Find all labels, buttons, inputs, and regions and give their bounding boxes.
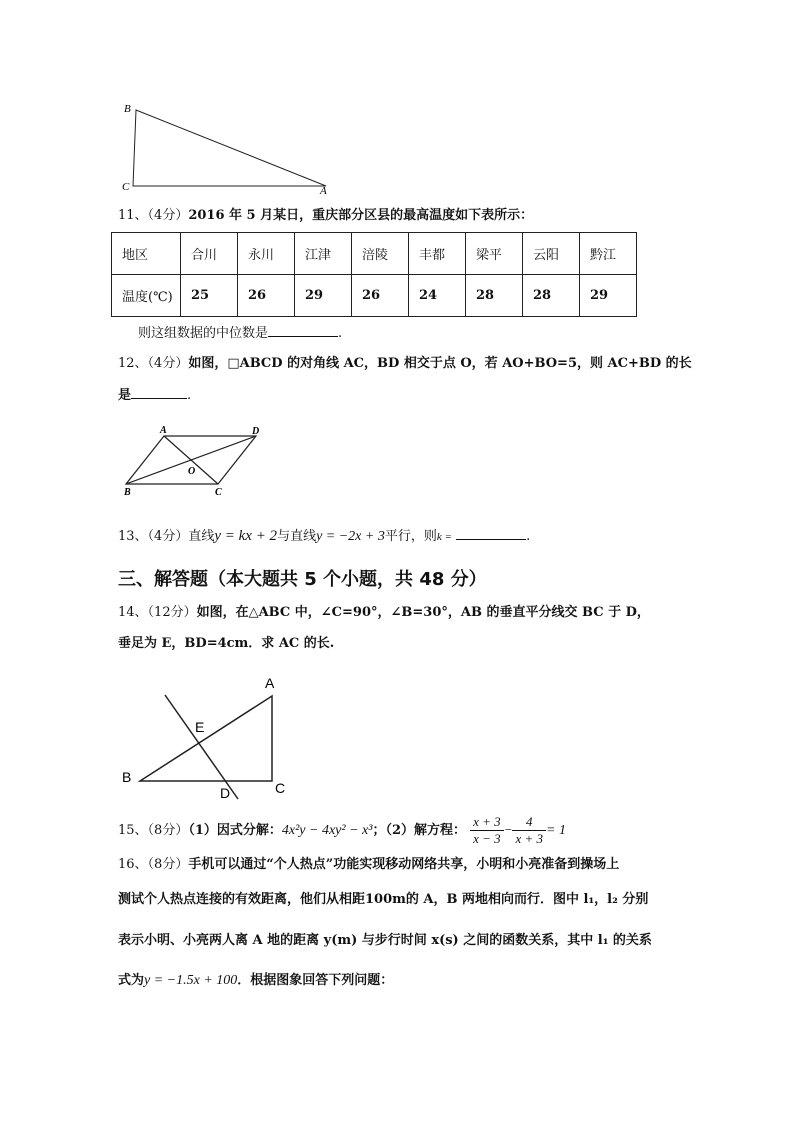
q12-line1 — [118, 355, 692, 373]
parallelogram-label-c: C — [215, 487, 222, 498]
q12-line2-end: . — [187, 388, 192, 403]
q15-frac2-den: x + 3 — [515, 831, 544, 846]
table-cell: 29 — [295, 275, 352, 317]
q11-after-text: 则这组数据的中位数是 — [138, 326, 269, 341]
q13-k: k = — [436, 531, 452, 543]
q14-label-e: E — [195, 719, 205, 735]
top-triangle-shape — [133, 110, 326, 186]
q11-stem — [118, 207, 533, 225]
q14-triangle-shape — [140, 696, 272, 781]
q16-line4 — [118, 972, 393, 990]
q11-end: . — [338, 326, 343, 341]
q13-eq2: y = −2x + 3 — [316, 529, 385, 544]
q16-line4-eq: y = −1.5x + 100 — [144, 973, 238, 988]
q14-text1: 如图，在△ABC 中，∠C=90°，∠B=30°，AB 的垂直平分线交 BC 于 D， — [196, 605, 650, 620]
q14-label-d: D — [220, 785, 231, 801]
q11-answer-line — [138, 324, 342, 343]
q13-prefix: 13、（4分） — [118, 529, 189, 544]
section-heading: 三、解答题（本大题共 5 个小题，共 48 分） — [118, 569, 487, 590]
table-cell: 26 — [238, 275, 295, 317]
q15-fraction-1 — [470, 814, 504, 847]
q14-label-b: B — [122, 769, 132, 785]
q13-eq1: y = kx + 2 — [214, 528, 278, 544]
table-cell: 涪陵 — [352, 233, 409, 275]
perpendicular-bisector — [165, 695, 238, 799]
table-cell: 25 — [181, 275, 238, 317]
parallelogram-label-a: A — [160, 425, 167, 436]
q15-frac1-num: x + 3 — [470, 814, 504, 831]
q12-line2 — [118, 386, 191, 405]
table-row — [112, 233, 637, 275]
table-cell: 永川 — [238, 233, 295, 275]
table-cell: 云阳 — [523, 233, 580, 275]
q11-answer-blank[interactable] — [268, 324, 338, 337]
table-cell: 合川 — [181, 233, 238, 275]
table-cell: 江津 — [295, 233, 352, 275]
q15-rhs: = 1 — [546, 823, 566, 838]
q16-line4-end: ．根据图象回答下列问题： — [237, 973, 394, 988]
q13-t3: 平行，则 — [384, 529, 437, 544]
q16-line1 — [118, 856, 619, 874]
q15-minus: − — [503, 822, 513, 837]
q12-answer-blank[interactable] — [131, 386, 187, 399]
q15-p1: （1）因式分解： — [188, 823, 282, 838]
table-cell: 26 — [352, 275, 409, 317]
q15-prefix: 15、（8分） — [118, 823, 189, 838]
top-triangle-figure — [118, 98, 338, 198]
table-cell: 28 — [523, 275, 580, 317]
q15-expr: 4x²y − 4xy² − x³ — [281, 823, 373, 838]
table-cell: 地区 — [112, 233, 181, 275]
parallelogram-label-b: B — [124, 487, 131, 498]
q15-fraction-2 — [512, 814, 546, 847]
table-cell: 28 — [466, 275, 523, 317]
table-cell: 24 — [409, 275, 466, 317]
table-cell: 29 — [580, 275, 637, 317]
parallelogram-label-d: D — [252, 426, 260, 437]
q13-line — [118, 527, 530, 546]
q15-line — [118, 810, 566, 851]
q15-frac2-num: 4 — [512, 814, 546, 831]
q16-line2: 测试个人热点连接的有效距离，他们从相距100m的 A，B 两地相向而行．图中 l₁，l₂ 分别 — [118, 892, 649, 907]
table-cell: 温度(℃) — [112, 275, 181, 317]
top-triangle-label-a: A — [320, 185, 327, 197]
temperature-table — [111, 232, 637, 317]
q13-answer-blank[interactable] — [456, 527, 526, 540]
q14-label-c: C — [275, 780, 286, 796]
q13-t2: 与直线 — [277, 529, 317, 544]
q15-p2: （2）解方程： — [385, 823, 466, 838]
q13-end: . — [526, 529, 531, 544]
q14-line2: 垂足为 E，BD=4cm．求 AC 的长. — [118, 636, 335, 651]
top-triangle-label-c: C — [122, 181, 130, 193]
q16-prefix: 16、（8分） — [118, 857, 189, 872]
q12-text: 如图，□ABCD 的对角线 AC，BD 相交于点 O，若 AO+BO=5，则 AC+BD 的长 — [188, 356, 692, 371]
q14-triangle-figure — [118, 670, 308, 805]
q15-frac1-den: x − 3 — [473, 831, 501, 846]
q12-line2-pre: 是 — [118, 388, 132, 403]
q12-prefix: 12、（4分） — [118, 356, 189, 371]
q16-line1-text: 手机可以通过“个人热点”功能实现移动网络共享，小明和小亮准备到操场上 — [188, 857, 620, 872]
top-triangle-label-b: B — [124, 103, 131, 115]
q13-t1: 直线 — [188, 529, 215, 544]
parallelogram-label-o: O — [188, 466, 196, 477]
q15-p1-end: ； — [372, 823, 386, 838]
q14-line1 — [118, 604, 650, 622]
parallelogram-figure — [118, 422, 278, 502]
table-row — [112, 275, 637, 317]
q11-text: 2016 年 5 月某日，重庆部分区县的最高温度如下表所示： — [188, 208, 534, 223]
q14-label-a: A — [265, 675, 275, 691]
table-cell: 梁平 — [466, 233, 523, 275]
q16-line3: 表示小明、小亮两人离 A 地的距离 y(m) 与步行时间 x(s) 之间的函数关系，其中 l₁ 的关系 — [118, 933, 652, 948]
table-cell: 黔江 — [580, 233, 637, 275]
q14-prefix: 14、（12分） — [118, 605, 197, 620]
q11-prefix: 11、（4分） — [118, 208, 189, 223]
q16-line4-pre: 式为 — [118, 973, 145, 988]
table-cell: 丰都 — [409, 233, 466, 275]
